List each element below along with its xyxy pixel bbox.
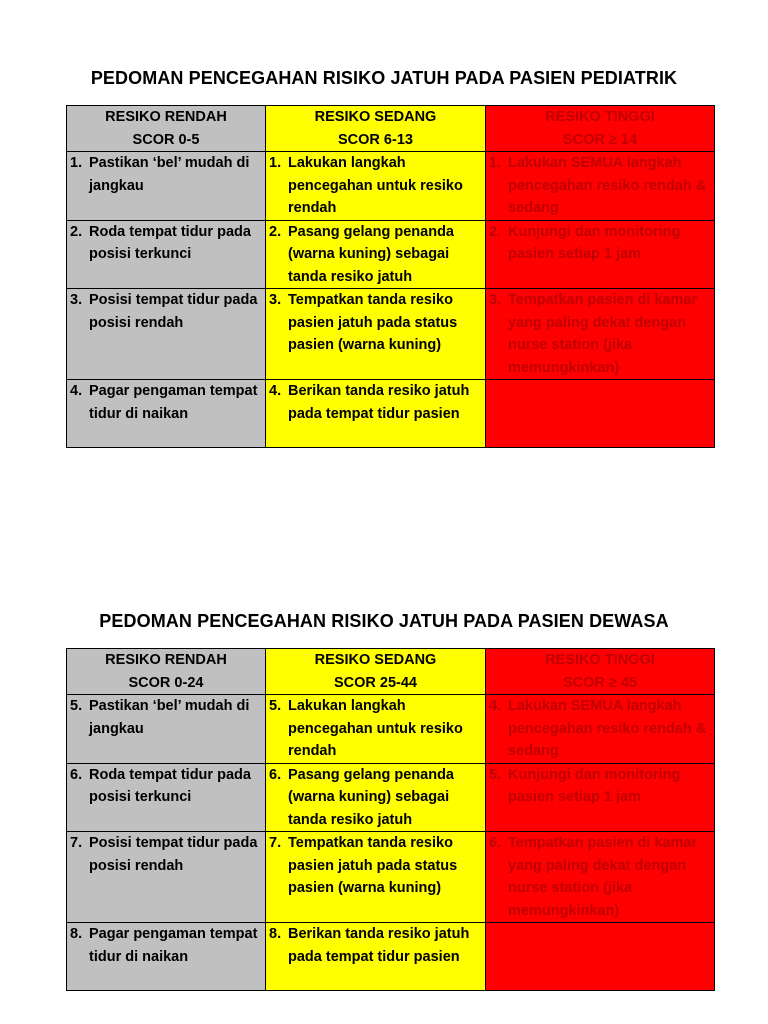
high-risk-score: SCOR ≥ 45 bbox=[562, 674, 638, 691]
item-text: Lakukan langkah pencegahan untuk resiko rendah bbox=[288, 155, 463, 216]
item-text: Roda tempat tidur pada posisi terkunci bbox=[89, 223, 251, 262]
adult-fall-risk-table bbox=[66, 648, 715, 991]
item-number: 5. bbox=[489, 766, 502, 783]
item-number: 8. bbox=[70, 926, 83, 942]
header-low-risk bbox=[67, 106, 266, 152]
medium-risk-cell bbox=[266, 923, 486, 991]
table-row bbox=[67, 380, 715, 448]
item-text: Pastikan ‘bel’ mudah di jangkau bbox=[89, 698, 250, 737]
low-risk-label: RESIKO RENDAH bbox=[105, 652, 227, 668]
low-risk-score: SCOR 0-5 bbox=[132, 131, 200, 148]
item-text: Lakukan SEMUA langkah pencegahan resiko rendah & sedang bbox=[508, 155, 707, 216]
medium-risk-score: SCOR 25-44 bbox=[333, 674, 417, 691]
item-number: 5. bbox=[269, 698, 282, 714]
item-number: 4. bbox=[489, 698, 502, 714]
medium-risk-label: RESIKO SEDANG bbox=[314, 109, 437, 125]
item-number: 2. bbox=[269, 223, 282, 240]
high-risk-cell bbox=[486, 695, 715, 764]
item-number: 4. bbox=[269, 383, 282, 399]
item-text: Kunjungi dan monitoring pasien setiap 1 jam bbox=[508, 766, 681, 805]
item-number: 6. bbox=[269, 766, 282, 783]
item-text: Lakukan langkah pencegahan untuk resiko rendah bbox=[288, 698, 463, 759]
high-risk-cell bbox=[486, 763, 715, 832]
medium-risk-cell bbox=[266, 289, 486, 380]
medium-risk-cell bbox=[266, 380, 486, 448]
medium-risk-cell bbox=[266, 763, 486, 832]
table-row bbox=[67, 832, 715, 923]
item-number: 1. bbox=[489, 155, 502, 171]
low-risk-score: SCOR 0-24 bbox=[128, 674, 204, 691]
item-text: Pasang gelang penanda (warna kuning) sebagai tanda resiko jatuh bbox=[288, 223, 454, 285]
pediatric-fall-risk-table bbox=[66, 105, 715, 448]
high-risk-empty-cell bbox=[486, 380, 715, 448]
low-risk-cell bbox=[67, 380, 266, 448]
low-risk-cell bbox=[67, 289, 266, 380]
table-row bbox=[67, 152, 715, 221]
item-text: Posisi tempat tidur pada posisi rendah bbox=[89, 292, 258, 331]
low-risk-cell bbox=[67, 923, 266, 991]
item-number: 2. bbox=[489, 223, 502, 240]
item-text: Pasang gelang penanda (warna kuning) sebagai tanda resiko jatuh bbox=[288, 766, 454, 828]
item-text: Pastikan ‘bel’ mudah di jangkau bbox=[89, 155, 250, 194]
high-risk-empty-cell bbox=[486, 923, 715, 991]
item-text: Pagar pengaman tempat tidur di naikan bbox=[89, 383, 258, 422]
header-high-risk bbox=[486, 106, 715, 152]
high-risk-cell bbox=[486, 289, 715, 380]
item-text: Tempatkan pasien di kamar yang paling dekat dengan nurse station (jika memungkinkan) bbox=[508, 292, 698, 376]
item-number: 1. bbox=[269, 155, 282, 171]
item-text: Posisi tempat tidur pada posisi rendah bbox=[89, 835, 258, 874]
item-number: 3. bbox=[70, 292, 83, 308]
table-header-row bbox=[67, 649, 715, 695]
high-risk-cell bbox=[486, 220, 715, 289]
medium-risk-cell bbox=[266, 695, 486, 764]
table-row bbox=[67, 695, 715, 764]
item-number: 4. bbox=[70, 383, 83, 399]
medium-risk-cell bbox=[266, 152, 486, 221]
adult-title: PEDOMAN PENCEGAHAN RISIKO JATUH PADA PASIEN DEWASA bbox=[99, 611, 669, 631]
high-risk-label: RESIKO TINGGI bbox=[545, 109, 655, 125]
item-number: 6. bbox=[489, 835, 502, 851]
item-number: 1. bbox=[70, 155, 83, 171]
medium-risk-cell bbox=[266, 220, 486, 289]
item-text: Berikan tanda resiko jatuh pada tempat tidur pasien bbox=[288, 926, 470, 965]
low-risk-cell bbox=[67, 832, 266, 923]
table-row bbox=[67, 289, 715, 380]
header-high-risk bbox=[486, 649, 715, 695]
table-row bbox=[67, 220, 715, 289]
item-text: Roda tempat tidur pada posisi terkunci bbox=[89, 766, 251, 805]
item-text: Lakukan SEMUA langkah pencegahan resiko rendah & sedang bbox=[508, 698, 707, 759]
item-number: 6. bbox=[70, 766, 83, 783]
table-row bbox=[67, 763, 715, 832]
low-risk-cell bbox=[67, 763, 266, 832]
high-risk-cell bbox=[486, 832, 715, 923]
medium-risk-score: SCOR 6-13 bbox=[338, 131, 413, 148]
high-risk-score: SCOR ≥ 14 bbox=[562, 131, 638, 148]
item-number: 3. bbox=[489, 292, 502, 308]
item-text: Tempatkan tanda resiko pasien jatuh pada status pasien (warna kuning) bbox=[288, 292, 458, 353]
header-medium-risk bbox=[266, 106, 486, 152]
low-risk-label: RESIKO RENDAH bbox=[105, 109, 227, 125]
item-number: 5. bbox=[70, 698, 83, 714]
item-text: Tempatkan pasien di kamar yang paling dekat dengan nurse station (jika memungkinkan) bbox=[508, 835, 698, 919]
item-text: Pagar pengaman tempat tidur di naikan bbox=[89, 926, 258, 965]
medium-risk-cell bbox=[266, 832, 486, 923]
item-text: Berikan tanda resiko jatuh pada tempat tidur pasien bbox=[288, 383, 470, 422]
item-number: 8. bbox=[269, 926, 282, 942]
pediatric-title: PEDOMAN PENCEGAHAN RISIKO JATUH PADA PASIEN PEDIATRIK bbox=[90, 68, 678, 88]
item-text: Kunjungi dan monitoring pasien setiap 1 jam bbox=[508, 223, 681, 262]
item-text: Tempatkan tanda resiko pasien jatuh pada status pasien (warna kuning) bbox=[288, 835, 458, 896]
table-row bbox=[67, 923, 715, 991]
table-header-row bbox=[67, 106, 715, 152]
item-number: 3. bbox=[269, 292, 282, 308]
high-risk-cell bbox=[486, 152, 715, 221]
header-low-risk bbox=[67, 649, 266, 695]
medium-risk-label: RESIKO SEDANG bbox=[314, 652, 437, 668]
item-number: 2. bbox=[70, 223, 83, 240]
header-medium-risk bbox=[266, 649, 486, 695]
high-risk-label: RESIKO TINGGI bbox=[545, 652, 655, 668]
item-number: 7. bbox=[70, 835, 83, 851]
low-risk-cell bbox=[67, 695, 266, 764]
item-number: 7. bbox=[269, 835, 282, 851]
low-risk-cell bbox=[67, 152, 266, 221]
low-risk-cell bbox=[67, 220, 266, 289]
